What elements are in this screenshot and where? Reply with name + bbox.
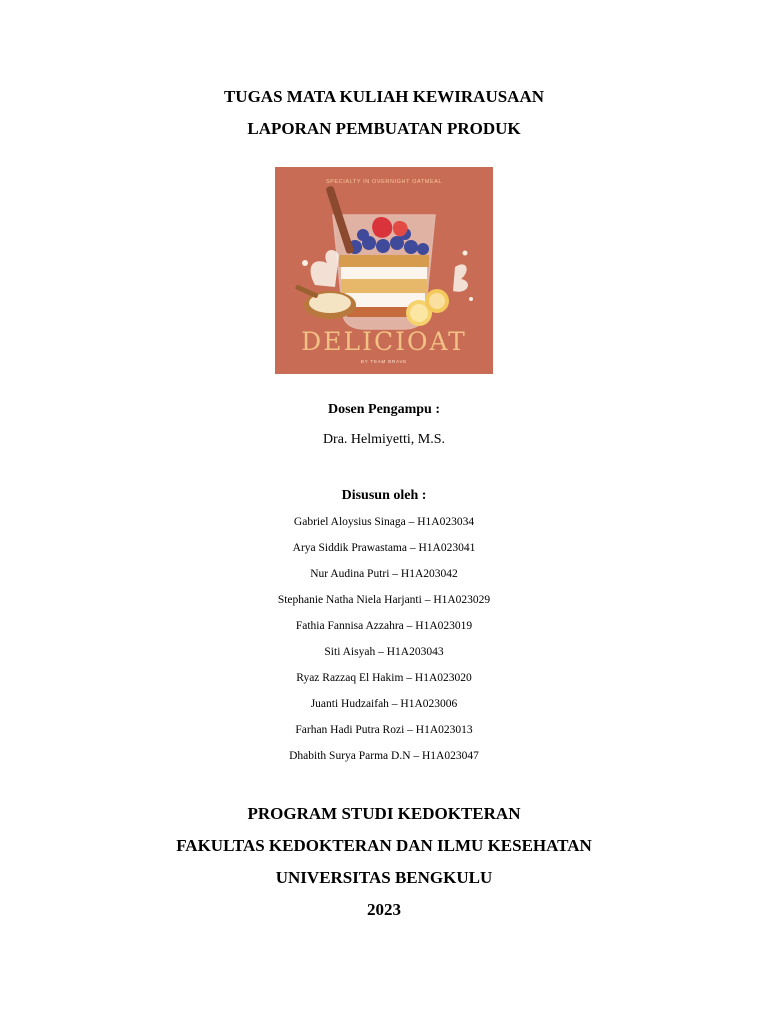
- product-cover-image: [275, 167, 493, 374]
- author-item: Farhan Hadi Putra Rozi – H1A023013: [295, 724, 473, 736]
- university-name: UNIVERSITAS BENGKULU: [275, 868, 493, 887]
- author-item: Ryaz Razzaq El Hakim – H1A023020: [296, 672, 472, 684]
- brand-logo-text: DELICIOAT: [301, 327, 467, 356]
- authors-label: Disusun oleh :: [341, 488, 427, 503]
- report-year: 2023: [367, 900, 401, 919]
- faculty-name: FAKULTAS KEDOKTERAN DAN ILMU KESEHATAN: [176, 836, 592, 855]
- author-item: Nur Audina Putri – H1A203042: [310, 568, 458, 580]
- lecturer-name: Dra. Helmiyetti, M.S.: [322, 432, 446, 447]
- author-item: Stephanie Natha Niela Harjanti – H1A023029: [277, 594, 491, 606]
- study-program: PROGRAM STUDI KEDOKTERAN: [247, 804, 521, 823]
- report-title-line-1: TUGAS MATA KULIAH KEWIRAUSAAN: [223, 87, 545, 106]
- author-item: Juanti Hudzaifah – H1A023006: [310, 698, 458, 710]
- author-item: Gabriel Aloysius Sinaga – H1A023034: [293, 516, 475, 528]
- author-item: Siti Aisyah – H1A203043: [324, 646, 444, 658]
- cover-tagline: SPECIALTY IN OVERNIGHT OATMEAL: [325, 179, 443, 185]
- author-item: Dhabith Surya Parma D.N – H1A023047: [289, 750, 479, 762]
- author-item: Arya Siddik Prawastama – H1A023041: [292, 542, 476, 554]
- lecturer-label: Dosen Pengampu :: [327, 402, 440, 417]
- cover-byline: BY TEAM BRAVE: [360, 359, 408, 364]
- report-title-line-2: LAPORAN PEMBUATAN PRODUK: [247, 119, 521, 138]
- author-item: Fathia Fannisa Azzahra – H1A023019: [295, 620, 473, 632]
